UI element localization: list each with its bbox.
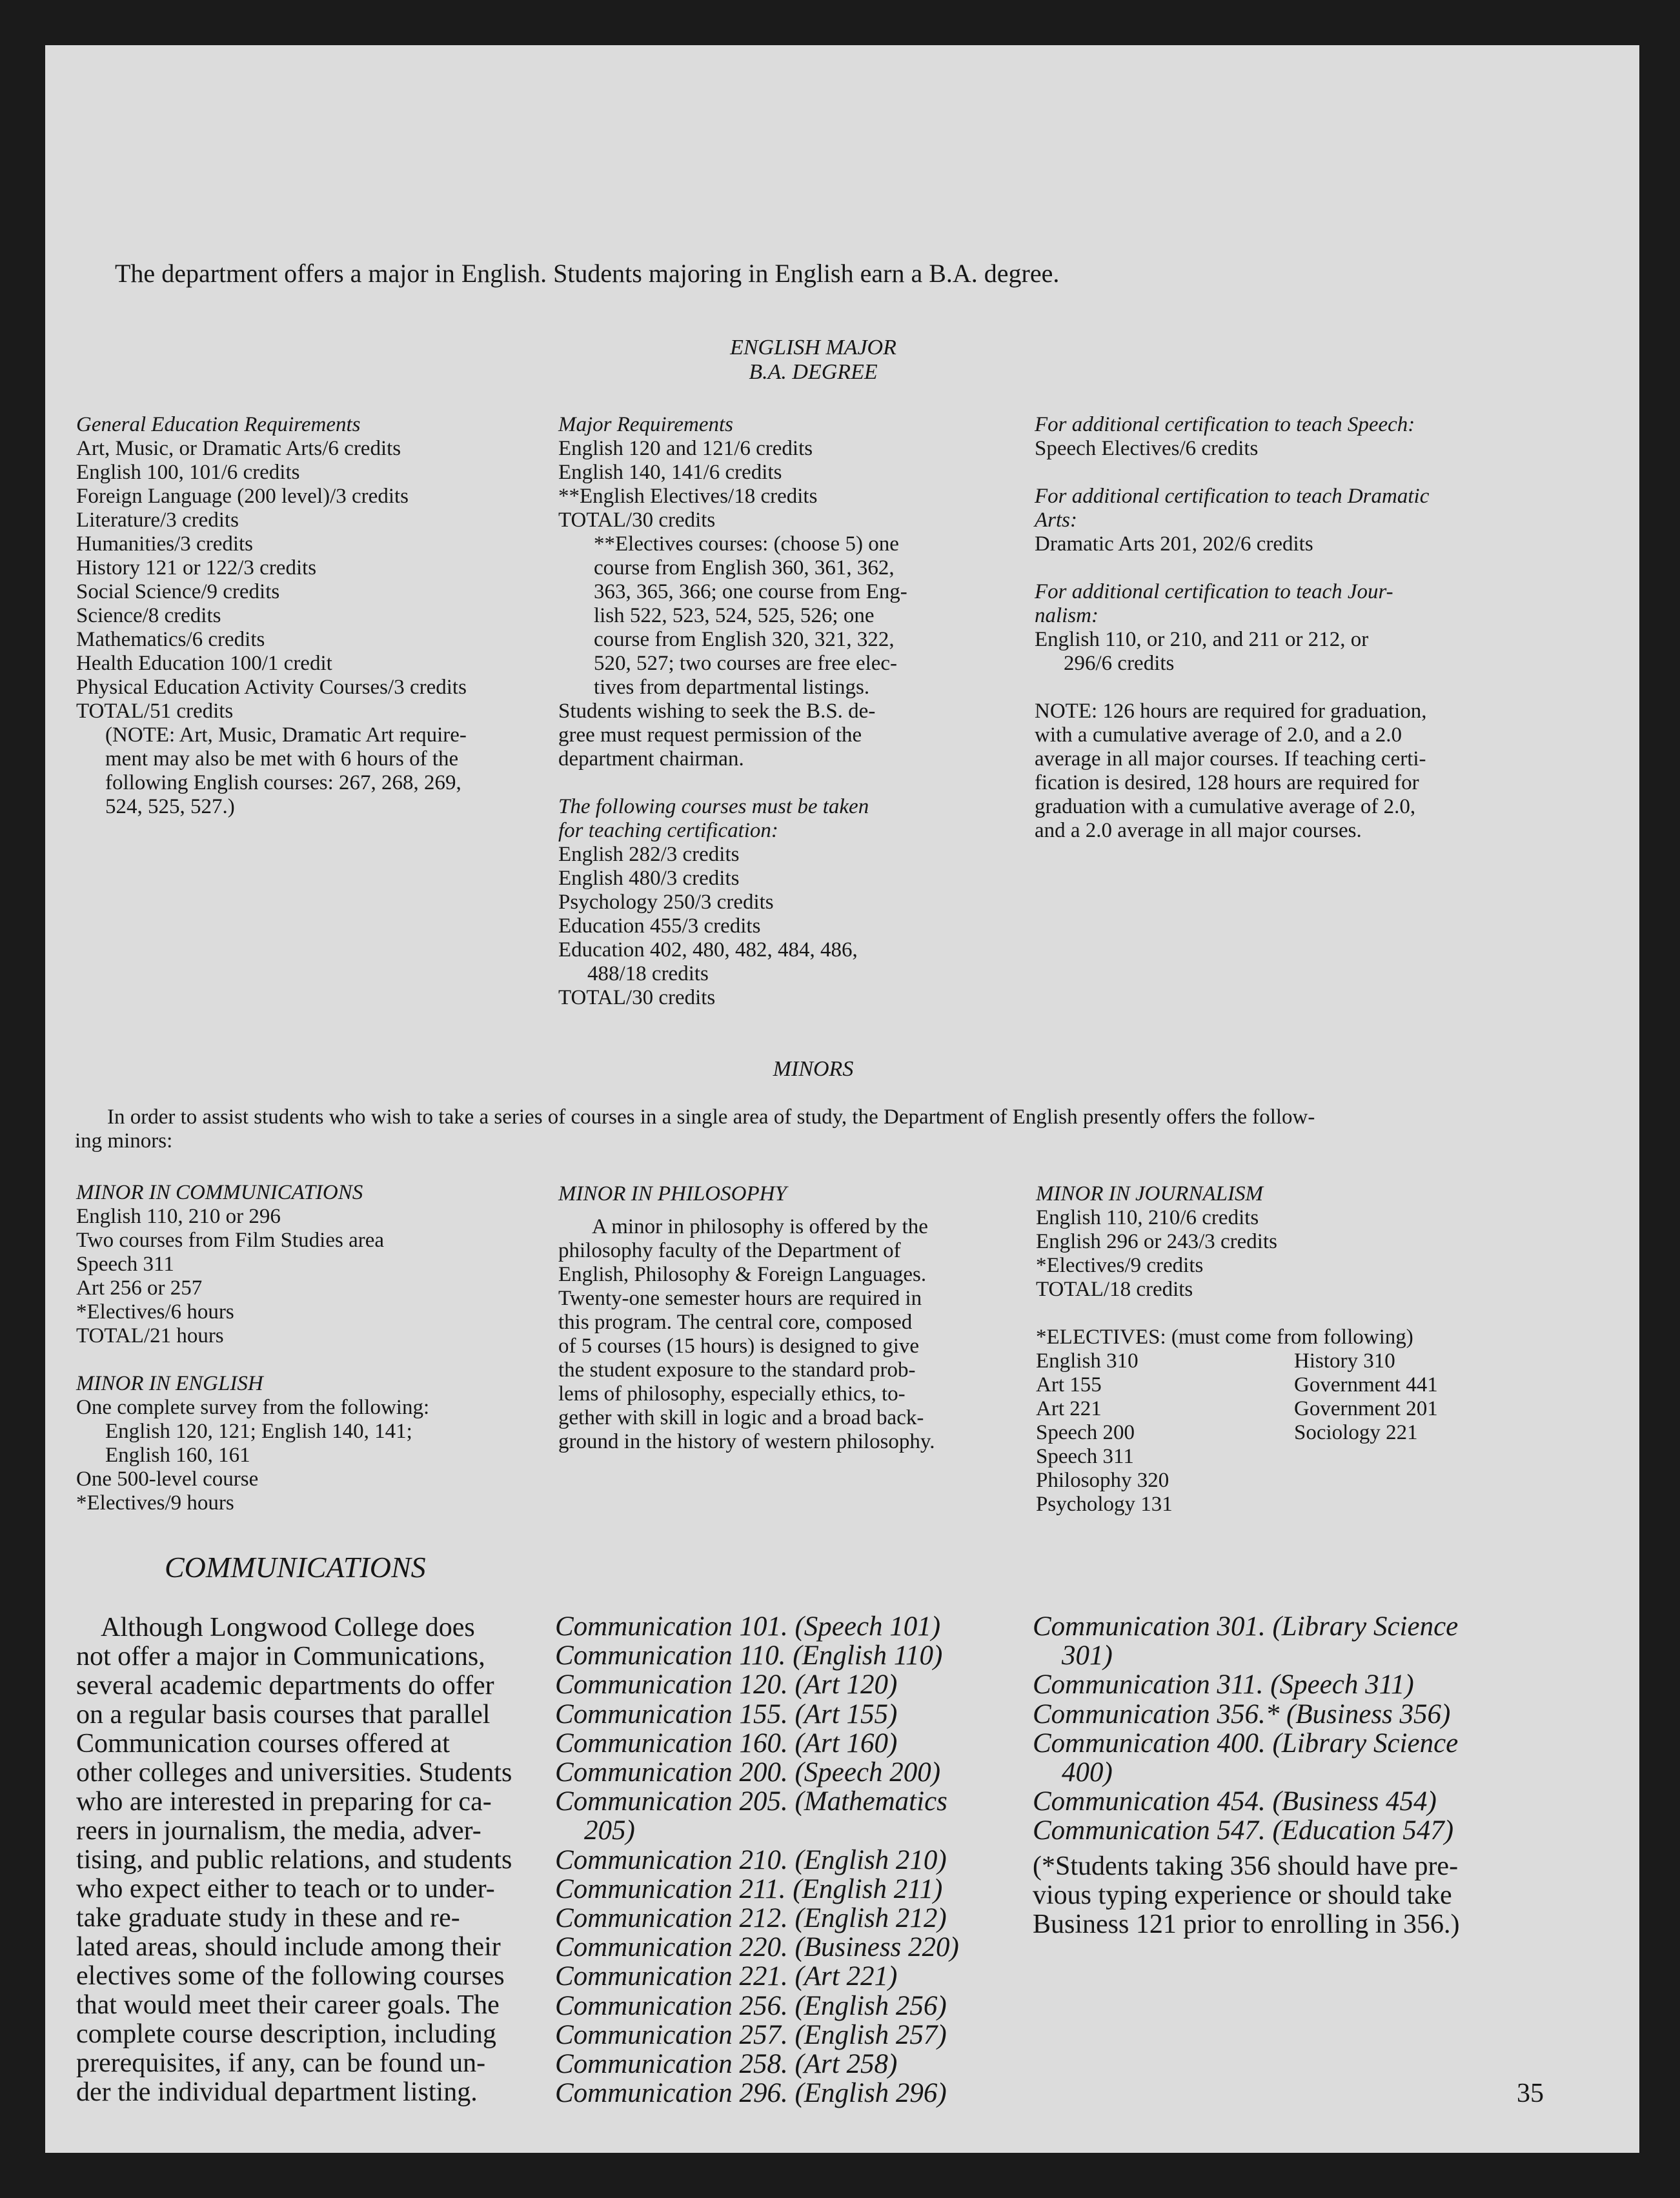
communications-heading: COMMUNICATIONS — [165, 1551, 426, 1584]
list-item: 301) — [1062, 1640, 1113, 1671]
minor-english-title: MINOR IN ENGLISH — [76, 1372, 263, 1395]
list-item: Education 455/3 credits — [558, 914, 761, 938]
list-item: Communication 220. (Business 220) — [555, 1932, 959, 1963]
list-item: Literature/3 credits — [76, 509, 239, 532]
list-item: English 100, 101/6 credits — [76, 461, 300, 484]
drama-cert-title: For additional certification to teach Dramatic Arts: — [1035, 485, 1430, 532]
minors-intro: In order to assist students who wish to take a series of courses in a single area of study, the Department of English presently offers the follow- ing minors: — [75, 1105, 1315, 1153]
electives-header: *ELECTIVES: (must come from following) — [1036, 1326, 1413, 1349]
list-item: Communication 221. (Art 221) — [555, 1961, 898, 1992]
speech-cert-title: For additional certification to teach Speech: — [1035, 413, 1415, 436]
list-item: Psychology 250/3 credits — [558, 891, 774, 914]
list-item: TOTAL/18 credits — [1036, 1278, 1193, 1301]
list-item: English 282/3 credits — [558, 843, 740, 866]
minors-heading: MINORS — [773, 1057, 854, 1081]
list-item: English 140, 141/6 credits — [558, 461, 782, 484]
list-item: Communication 212. (English 212) — [555, 1903, 947, 1934]
list-item: Communication 160. (Art 160) — [555, 1728, 898, 1759]
list-item: TOTAL/30 credits — [558, 986, 716, 1009]
minor-communications: MINOR IN COMMUNICATIONS English 110, 210 or 296 Two courses from Film Studies area Speech 311 Art 256 or 257 *Electives/6 hours TOTAL/21 hours MINOR IN ENGLISH One complete survey from the following: English 120, 121; English 140, 141; English 160, 161 One 500-level course *Electives/9 hours — [76, 1181, 430, 1515]
list-item: Humanities/3 credits — [76, 532, 254, 556]
list-item: Art 256 or 257 — [76, 1276, 203, 1300]
list-item: Two courses from Film Studies area — [76, 1229, 385, 1252]
list-item: Communication 210. (English 210) — [555, 1844, 947, 1875]
communications-paragraph: Although Longwood College does not offer a major in Communications, several academic departments do offer on a regular basis courses that parallel Communication courses offered at other colleges and universities. Students who are interested in preparing for ca- reers in journalism, the media, adver- tising, and public relations, and students who expect either to teach or to under- take graduate study in these and re- lated areas, should include among their electives some of the following courses that would meet their career goals. The complete course description, including prerequisites, if any, can be found un- der the individual department listing. — [76, 1613, 512, 2107]
table-row: English 310 History 310 — [1036, 1349, 1395, 1373]
communication-courses-list-2 — [1033, 1612, 1458, 1846]
page-number: 35 — [1517, 2079, 1544, 2108]
list-item: TOTAL/51 credits — [76, 700, 234, 723]
gen-ed-requirements — [76, 413, 467, 819]
list-item: Communication 257. (English 257) — [555, 2019, 947, 2050]
list-item: History 121 or 122/3 credits — [76, 556, 317, 580]
list-item: 205) — [584, 1815, 635, 1846]
list-item: TOTAL/21 hours — [76, 1324, 224, 1347]
table-row: Psychology 131 — [1036, 1493, 1173, 1516]
list-item: English 110, 210/6 credits — [1036, 1206, 1259, 1229]
table-row: Speech 311 — [1036, 1445, 1134, 1468]
intro-text: The department offers a major in English. Students majoring in English earn a B.A. degree. — [115, 259, 1060, 288]
minor-journalism — [1036, 1182, 1438, 1517]
communication-courses-list — [555, 1612, 959, 2108]
list-item: Communication 454. (Business 454) — [1033, 1786, 1437, 1817]
teaching-title: The following courses must be taken for teaching certification: — [558, 795, 869, 842]
list-item: English 110, 210 or 296 — [76, 1205, 281, 1228]
list-item: Education 402, 480, 482, 484, 486, — [558, 938, 858, 962]
list-item: *Electives/6 hours — [76, 1300, 234, 1324]
table-row: Philosophy 320 — [1036, 1469, 1169, 1492]
list-item: *Electives/9 credits — [1036, 1254, 1204, 1277]
list-item: Speech 311 — [76, 1253, 174, 1276]
graduation-note: NOTE: 126 hours are required for graduation, with a cumulative average of 2.0, and a 2.0 average in all major courses. If teaching certi- fication is desired, 128 hours are required for graduation with a cumulative average of 2.0, and a 2.0 average in all major courses. — [1035, 700, 1427, 842]
list-item: Communication 101. (Speech 101) — [555, 1611, 941, 1642]
list-item: Health Education 100/1 credit — [76, 652, 332, 675]
list-item: Communication 211. (English 211) — [555, 1873, 943, 1904]
major-req-title: Major Requirements — [558, 413, 733, 436]
list-item: Communication 155. (Art 155) — [555, 1699, 898, 1729]
list-item: English 480/3 credits — [558, 867, 740, 890]
electives-note: **Electives courses: (choose 5) one course from English 360, 361, 362, 363, 365, 366; one course from Eng- lish 522, 523, 524, 525, 526; one course from English 320, 321, 322, 520, 527; two courses are free elec- tives from departmental listings. — [594, 532, 907, 699]
list-item: Communication 120. (Art 120) — [555, 1669, 898, 1700]
table-row: Art 155 Government 441 — [1036, 1373, 1438, 1396]
list-item: Communication 200. (Speech 200) — [555, 1757, 941, 1788]
list-item: Physical Education Activity Courses/3 credits — [76, 676, 467, 699]
gen-ed-note: (NOTE: Art, Music, Dramatic Art require- ment may also be met with 6 hours of the following English courses: 267, 268, 269, 524, 525, 527.) — [105, 723, 467, 818]
list-item: Communication 258. (Art 258) — [555, 2049, 898, 2080]
list-item: Communication 356.* (Business 356) — [1033, 1699, 1451, 1729]
additional-certifications: For additional certification to teach Speech: Speech Electives/6 credits For additional certification to teach Dramatic Arts: Dramatic Arts 201, 202/6 credits For additional certification to teach Jour- nalism: English 110, or 210, and 211 or 212, or 296/6 credits NOTE: 126 hours are required for graduation, with a cumulative average of 2.0, and a 2.0 average in all major courses. If teaching certi- fication is desired, 128 hours are required for graduation with a cumulative average of 2.0, and a 2.0 average in all major courses. — [1035, 413, 1430, 842]
minor-philosophy-title: MINOR IN PHILOSOPHY — [558, 1182, 787, 1205]
list-item: Communication 400. (Library Science — [1033, 1728, 1459, 1759]
minor-communications-title: MINOR IN COMMUNICATIONS — [76, 1181, 363, 1204]
table-row: Art 221 Government 201 — [1036, 1397, 1438, 1420]
journalism-cert-title: For additional certification to teach Jour- nalism: — [1035, 580, 1393, 627]
list-item: 400) — [1062, 1757, 1113, 1788]
table-row: Speech 200 Sociology 221 — [1036, 1421, 1418, 1444]
gen-ed-title: General Education Requirements — [76, 413, 361, 436]
list-item: English 296 or 243/3 credits — [1036, 1230, 1277, 1253]
minor-philosophy: MINOR IN PHILOSOPHY A minor in philosophy is offered by the philosophy faculty of the Department of English, Philosophy & Foreign Languages. Twenty-one semester hours are required in this program. The central core, composed of 5 courses (15 hours) is designed to give the student exposure to the standard prob- lems of philosophy, especially ethics, to- gether with skill in logic and a broad back- ground in the history of western philosophy. — [558, 1182, 935, 1453]
list-item: Communication 547. (Education 547) — [1033, 1815, 1454, 1846]
list-item: 488/18 credits — [587, 962, 709, 985]
list-item: TOTAL/30 credits — [558, 509, 716, 532]
list-item: **English Electives/18 credits — [558, 485, 818, 508]
major-requirements: Major Requirements English 120 and 121/6 credits English 140, 141/6 credits **English Electives/18 credits TOTAL/30 credits **Electives courses: (choose 5) one course from English 360, 361, 362, 363, 365, 366; one course from Eng- lish 522, 523, 524, 525, 526; one course from English 320, 321, 322, 520, 527; two courses are free elec- tives from departmental listings. Students wishing to seek the B.S. de- gree must request permission of the department chairman. The following courses must be taken for teaching certification: English 282/3 credits English 480/3 credits Psychology 250/3 credits Education 455/3 credits Education 402, 480, 482, 484, 486, 488/18 credits TOTAL/30 credits — [558, 413, 907, 1009]
list-item: Social Science/9 credits — [76, 580, 280, 603]
list-item: Mathematics/6 credits — [76, 628, 265, 651]
list-item: Communication 205. (Mathematics — [555, 1786, 947, 1817]
list-item: Foreign Language (200 level)/3 credits — [76, 485, 409, 508]
list-item: Communication 256. (English 256) — [555, 1990, 947, 2021]
list-item: Art, Music, or Dramatic Arts/6 credits — [76, 437, 401, 460]
list-item: Communication 296. (English 296) — [555, 2078, 947, 2109]
list-item: Communication 301. (Library Science — [1033, 1611, 1459, 1642]
catalog-page — [45, 45, 1639, 2153]
communications-footnote: (*Students taking 356 should have pre- vious typing experience or should take Business 121 prior to enrolling in 356.) — [1033, 1851, 1460, 1939]
list-item: Communication 311. (Speech 311) — [1033, 1669, 1414, 1700]
list-item: English 120 and 121/6 credits — [558, 437, 813, 460]
list-item: Communication 110. (English 110) — [555, 1640, 943, 1671]
minor-journalism-title: MINOR IN JOURNALISM — [1036, 1182, 1263, 1205]
major-heading: ENGLISH MAJOR B.A. DEGREE — [730, 336, 896, 384]
list-item: Science/8 credits — [76, 604, 221, 627]
